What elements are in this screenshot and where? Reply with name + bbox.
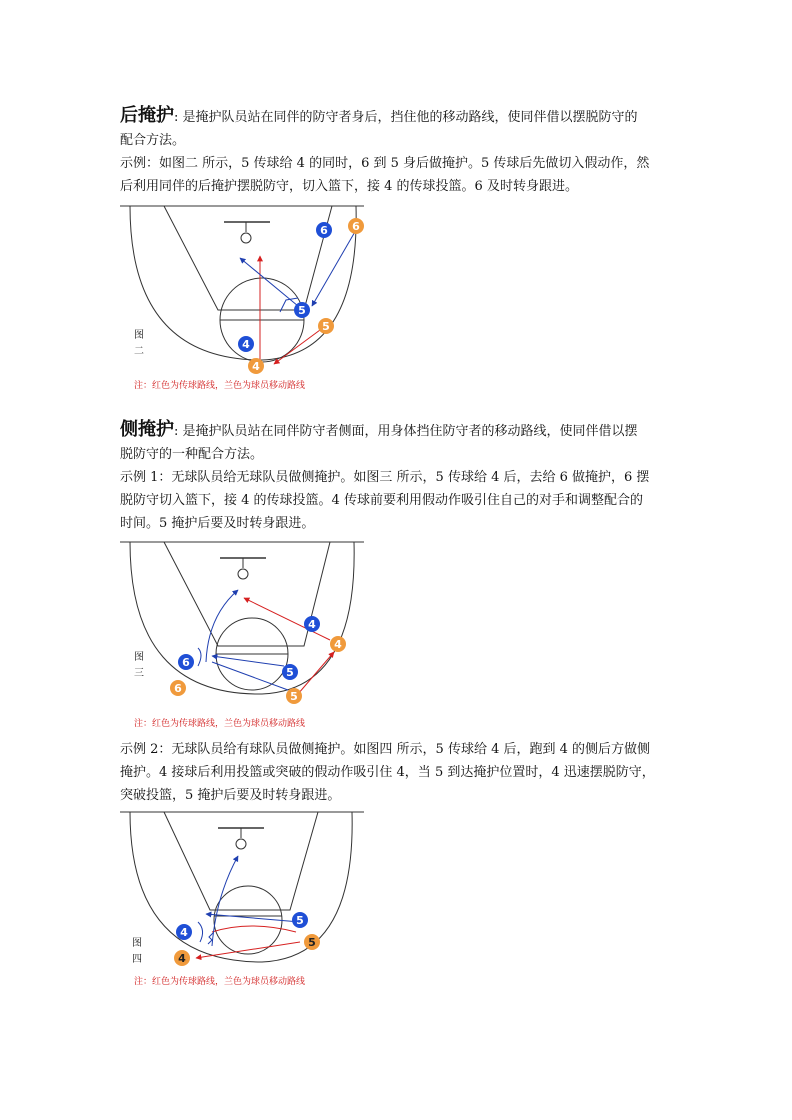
move-line-6-cut: [206, 590, 238, 662]
section2-example2-line3: 突破投篮，5 掩护后要及时转身跟进。: [120, 788, 341, 803]
player-blue-6: [316, 222, 332, 238]
svg-text:5: 5: [308, 936, 316, 949]
player-orange-4: [248, 358, 264, 374]
hoop: [241, 233, 251, 243]
player-orange-4: [330, 636, 346, 652]
section2-definition-line2: 脱防守的一种配合方法。: [120, 447, 264, 462]
player-orange-6: [170, 680, 186, 696]
svg-text:4: 4: [178, 952, 186, 965]
figure-3-label-bottom: 三: [134, 668, 144, 679]
lane: [164, 812, 318, 910]
figure-4-note: 注：红色为传球路线，兰色为球员移动路线: [134, 977, 306, 987]
section2-definition: [120, 418, 676, 535]
section1-definition-line2: 配合方法。: [120, 133, 186, 148]
player-blue-5: [294, 302, 310, 318]
move-line-5-cut: [240, 258, 298, 306]
svg-text:5: 5: [286, 666, 294, 679]
figure-3-note: 注：红色为传球路线，兰色为球员移动路线: [134, 719, 306, 729]
term-side-screen: 侧掩护: [120, 419, 174, 440]
section1-definition: [120, 104, 676, 198]
pass-line-5-to-4: [196, 942, 300, 958]
player-blue-4: [304, 616, 320, 632]
svg-text:4: 4: [252, 360, 260, 373]
section2-definition-line1: 侧掩护: 是掩护队员站在同伴防守者侧面，用身体挡住防守者的移动路线，使同伴借以摆: [120, 419, 638, 440]
svg-text:6: 6: [320, 224, 328, 237]
section2-example2-line2: 掩护。4 接球后利用投篮或突破的假动作吸引住 4，当 5 到达掩护位置时，4 迅速摆脱防守，: [120, 765, 655, 780]
player-blue-5: [292, 912, 308, 928]
player-blue-4: [238, 336, 254, 352]
move-line-5-screen: [206, 914, 300, 922]
move-line-6-screen: [312, 230, 356, 306]
pass-line-5-to-4: [274, 330, 320, 364]
figure-2-label-top: 图: [134, 330, 144, 341]
figure-4-label-bottom: 四: [132, 954, 142, 965]
figure-2-label-bottom: 二: [134, 346, 144, 357]
svg-text:5: 5: [296, 914, 304, 927]
three-point-arc: [130, 542, 354, 694]
player-blue-6: [178, 654, 194, 670]
svg-text:5: 5: [298, 304, 306, 317]
hoop: [238, 569, 248, 579]
section2-example1-line2: 脱防守切入篮下，接 4 的传球投篮。4 传球前要利用假动作吸引住自己的对手和调整配合的: [120, 493, 643, 508]
section2-example2: [120, 738, 676, 807]
figure-3-diagram: [120, 536, 380, 708]
player-orange-5: [318, 318, 334, 334]
section2-example1-line1: 示例 1：无球队员给无球队员做侧掩护。如图三 所示，5 传球给 4 后，去给 6 做掩护，6 摆: [120, 470, 650, 485]
svg-text:5: 5: [322, 320, 330, 333]
figure-2-note: 注：红色为传球路线，兰色为球员移动路线: [134, 381, 306, 391]
svg-text:6: 6: [182, 656, 190, 669]
hoop: [236, 839, 246, 849]
player-orange-6: [348, 218, 364, 234]
move-line-5-screen: [212, 656, 284, 666]
svg-text:4: 4: [180, 926, 188, 939]
player-orange-5: [286, 688, 302, 704]
svg-text:4: 4: [308, 618, 316, 631]
svg-text:6: 6: [174, 682, 182, 695]
figure-4-diagram: [120, 806, 380, 972]
term-back-screen: 后掩护: [120, 105, 174, 126]
player-blue-5: [282, 664, 298, 680]
section1-example-line1: 示例：如图二 所示，5 传球给 4 的同时，6 到 5 身后做掩护。5 传球后先做切入假动作，然: [120, 156, 650, 171]
figure-4-label-top: 图: [132, 938, 142, 949]
svg-text:5: 5: [290, 690, 298, 703]
player-orange-4: [174, 950, 190, 966]
section2-example2-line1: 示例 2：无球队员给有球队员做侧掩护。如图四 所示，5 传球给 4 后，跑到 4 的侧后方做侧: [120, 742, 651, 757]
section1-example-line2: 后利用同伴的后掩护摆脱防守，切入篮下，接 4 的传球投篮。6 及时转身跟进。: [120, 179, 578, 194]
player-blue-4: [176, 924, 192, 940]
section2-example1-line3: 时间。5 掩护后要及时转身跟进。: [120, 516, 315, 531]
svg-text:4: 4: [242, 338, 250, 351]
player-orange-5: [304, 934, 320, 950]
figure-2-diagram: [120, 200, 380, 372]
section1-definition-line1: 后掩护: 是掩护队员站在同伴的防守者身后，挡住他的移动路线，使同伴借以摆脱防守的: [120, 105, 638, 126]
pass-line-5-to-4: [298, 652, 334, 694]
svg-text:4: 4: [334, 638, 342, 651]
figure-3-label-top: 图: [134, 652, 144, 663]
svg-text:6: 6: [352, 220, 360, 233]
